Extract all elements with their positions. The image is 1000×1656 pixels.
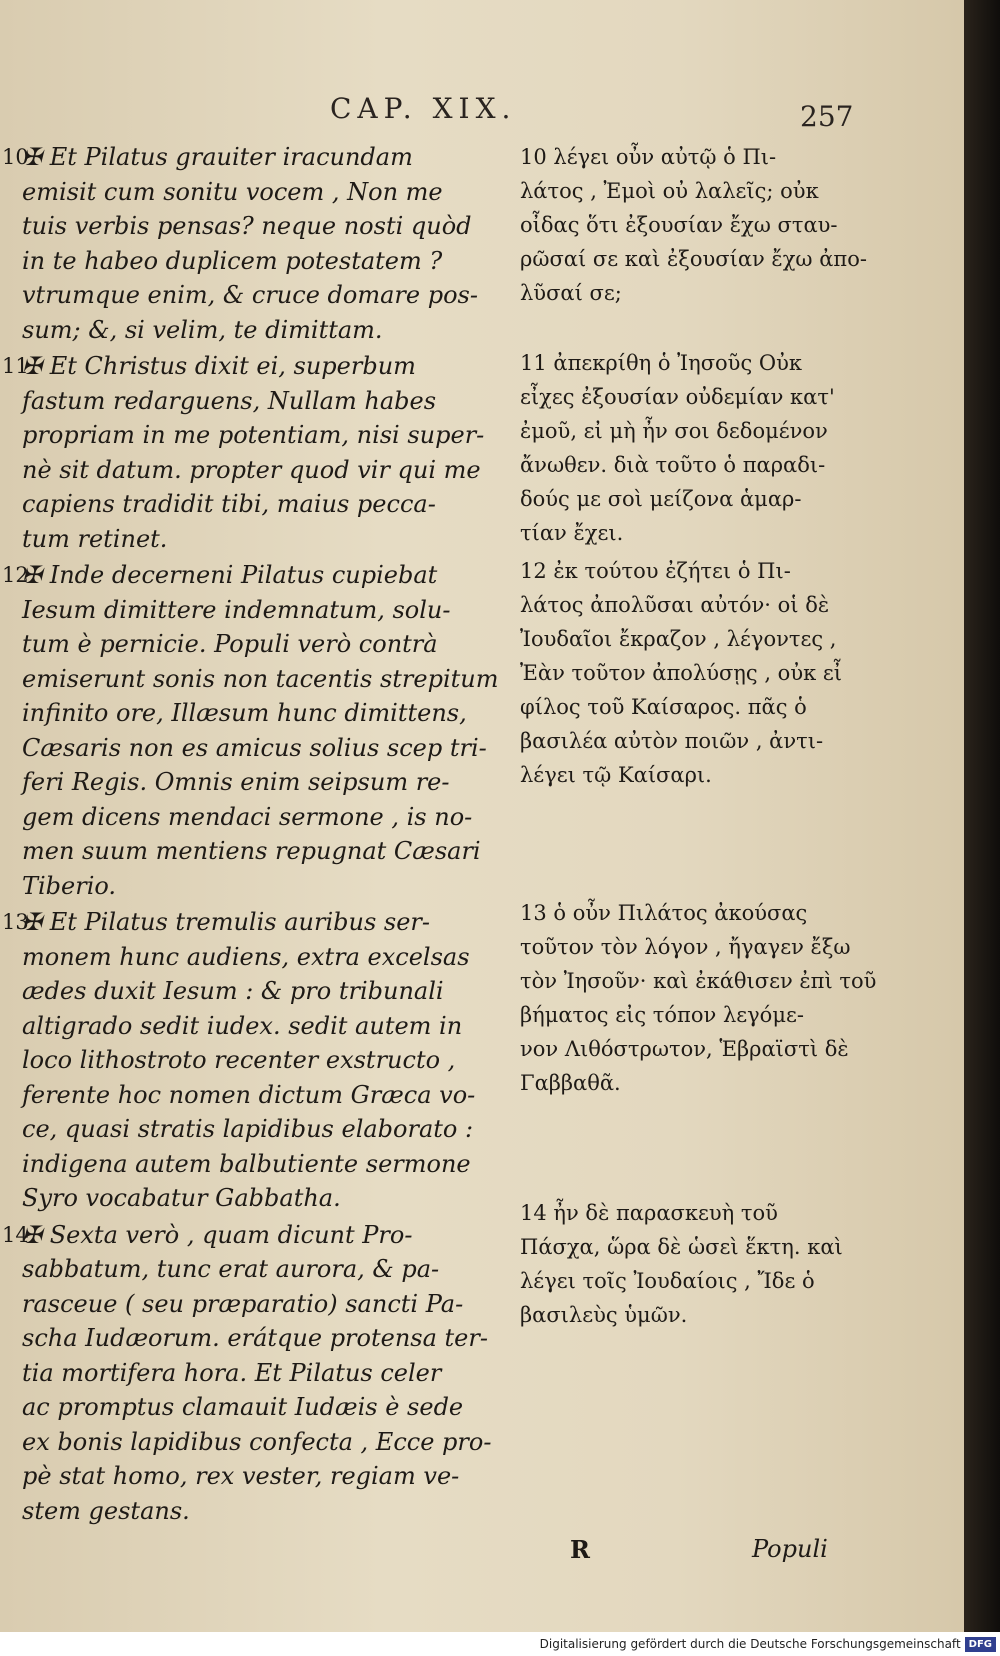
page-number: 257 <box>800 100 854 133</box>
text-line: loco lithostroto recenter exstructo , <box>22 1046 456 1074</box>
text-line: Γαββαθᾶ. <box>520 1071 621 1095</box>
text-line: ✠ Et Christus dixit ei, superbum <box>22 352 416 380</box>
text-line: Cæsaris non es amicus solius scep tri- <box>22 733 487 762</box>
running-head: CAP. XIX. <box>330 92 517 125</box>
text-line: Ἰουδαῖοι ἔκραζον , λέγοντες , <box>520 627 837 651</box>
digitization-credit-bar <box>0 1632 1000 1656</box>
text-line: νον Λιθόστρωτον, Ἑβραϊστὶ δὲ <box>520 1037 849 1061</box>
text-line: altigrado sedit iudex. sedit autem in <box>22 1011 463 1040</box>
text-line: tia mortifera hora. Et Pilatus celer <box>22 1358 442 1387</box>
text-line: ✠ Sexta verò , quam dicunt Pro- <box>22 1220 413 1249</box>
latin-verse-10 <box>0 140 490 347</box>
text-line: men suum mentiens repugnat Cæsari <box>22 837 481 865</box>
text-line: 12 ἐκ τούτου ἐζήτει ὁ Πι- <box>520 559 791 583</box>
text-line: scha Iudæorum. erátque protensa ter- <box>22 1324 488 1352</box>
text-line: Syro vocabatur Gabbatha. <box>22 1184 341 1212</box>
text-line: rasceue ( seu præparatio) sancti Pa- <box>22 1289 464 1318</box>
greek-verse-12 <box>520 554 860 792</box>
text-line: tuis verbis pensas? neque nosti quòd <box>22 212 472 240</box>
text-line: gem dicens mendaci sermone , is no- <box>22 802 473 831</box>
text-line: 13 ὁ οὖν Πιλάτος ἀκούσας <box>520 901 808 925</box>
verse-number: 12 <box>2 563 29 587</box>
text-line: sabbatum, tunc erat aurora, & pa- <box>22 1255 440 1283</box>
text-line: ✠ Et Pilatus tremulis auribus ser- <box>22 908 430 936</box>
text-line: tum retinet. <box>22 524 168 553</box>
text-line: Πάσχα, ὥρα δὲ ὡσεὶ ἕκτη. καὶ <box>520 1235 843 1259</box>
greek-verse-13 <box>520 896 877 1100</box>
text-line: Tiberio. <box>22 871 117 900</box>
text-line: infinito ore, Illæsum hunc dimittens, <box>22 699 467 727</box>
text-line: δούς με σοὶ μείζονα ἁμαρ- <box>520 487 802 511</box>
text-line: οἶδας ὅτι ἐξουσίαν ἔχω σταυ- <box>520 213 838 237</box>
text-line: sum; &, si velim, te dimittam. <box>22 315 383 344</box>
text-line: ex bonis lapidibus confecta , Ecce pro- <box>22 1427 492 1456</box>
signature-mark: R <box>570 1535 590 1564</box>
text-line: Ἐὰν τοῦτον ἀπολύσῃς , οὐκ εἶ <box>520 661 842 685</box>
text-line: in te habeo duplicem potestatem ? <box>22 246 443 275</box>
text-line: ἄνωθεν. διὰ τοῦτο ὁ παραδι- <box>520 453 826 477</box>
text-line: λέγει τοῖς Ἰουδαίοις , Ἴδε ὁ <box>520 1269 815 1293</box>
text-line: ρῶσαί σε καὶ ἐξουσίαν ἔχω ἀπο- <box>520 247 867 271</box>
text-line: ✠ Inde decerneni Pilatus cupiebat <box>22 561 438 589</box>
text-line: λάτος , Ἐμοὶ οὐ λαλεῖς; οὐκ <box>520 179 819 203</box>
text-line: ἐμοῦ, εἰ μὴ ἦν σοι δεδομένον <box>520 419 828 443</box>
text-line: εἶχες ἐξουσίαν οὐδεμίαν κατ' <box>520 385 835 409</box>
text-line: Iesum dimittere indemnatum, solu- <box>22 595 451 624</box>
text-line: 11 ἀπεκρίθη ὁ Ἰησοῦς Οὐκ <box>520 351 802 375</box>
text-line: pè stat homo, rex vester, regiam ve- <box>22 1462 460 1490</box>
latin-verse-14 <box>0 1218 490 1529</box>
text-line: τίαν ἔχει. <box>520 521 624 545</box>
text-line: feri Regis. Omnis enim seipsum re- <box>22 768 450 796</box>
text-line: vtrumque enim, & cruce domare pos- <box>22 281 478 309</box>
text-line: 10 λέγει οὖν αὐτῷ ὁ Πι- <box>520 145 777 169</box>
text-line: λῦσαί σε; <box>520 281 622 305</box>
credit-text: Digitalisierung gefördert durch die Deutsche Forschungsgemeinschaft <box>539 1637 961 1651</box>
text-line: propriam in me potentiam, nisi super- <box>22 421 485 449</box>
book-edge <box>964 0 1000 1632</box>
text-line: ædes duxit Iesum : & pro tribunali <box>22 977 444 1005</box>
greek-column <box>520 140 877 1332</box>
text-line: τὸν Ἰησοῦν· καὶ ἐκάθισεν ἐπὶ τοῦ <box>520 969 877 993</box>
text-line: βήματος εἰς τόπον λεγόμε- <box>520 1003 804 1027</box>
latin-verse-12 <box>0 558 499 903</box>
verse-number: 13 <box>2 910 29 934</box>
text-line: capiens tradidit tibi, maius pecca- <box>22 490 436 518</box>
text-line: monem hunc audiens, extra excelsas <box>22 942 470 971</box>
text-line: ac promptus clamauit Iudæis è sede <box>22 1393 464 1421</box>
latin-column <box>0 140 499 1528</box>
greek-verse-14 <box>520 1196 860 1332</box>
text-line: τοῦτον τὸν λόγον , ἤγαγεν ἔξω <box>520 935 851 959</box>
text-line: indigena autem balbutiente sermone <box>22 1149 471 1178</box>
text-line: φίλος τοῦ Καίσαρος. πᾶς ὁ <box>520 695 807 719</box>
text-line: βασιλεὺς ὑμῶν. <box>520 1303 688 1327</box>
text-line: ce, quasi stratis lapidibus elaborato : <box>22 1115 474 1143</box>
greek-verse-10 <box>520 140 867 310</box>
text-line: βασιλέα αὐτὸν ποιῶν , ἀντι- <box>520 729 824 753</box>
dfg-logo: DFG <box>965 1637 996 1652</box>
text-line: fastum redarguens, Nullam habes <box>22 386 437 415</box>
verse-number: 14 <box>2 1222 29 1247</box>
text-line: nè sit datum. propter quod vir qui me <box>22 455 481 484</box>
text-line: stem gestans. <box>22 1496 190 1525</box>
text-line: emiserunt sonis non tacentis strepitum <box>22 664 499 693</box>
latin-verse-11 <box>0 349 490 556</box>
greek-verse-11 <box>520 346 860 550</box>
verse-number: 10 <box>2 145 29 169</box>
text-line: ferente hoc nomen dictum Græca vo- <box>22 1080 476 1109</box>
text-line: emisit cum sonitu vocem , Non me <box>22 177 443 206</box>
latin-verse-13 <box>0 905 490 1216</box>
text-line: ✠ Et Pilatus grauiter iracundam <box>22 143 413 171</box>
catchword: Populi <box>752 1535 828 1563</box>
text-line: tum è pernicie. Populi verò contrà <box>22 630 438 658</box>
text-line: λάτος ἀπολῦσαι αὐτόν· οἱ δὲ <box>520 593 830 617</box>
text-line: λέγει τῷ Καίσαρι. <box>520 763 712 787</box>
text-line: 14 ἦν δὲ παρασκευὴ τοῦ <box>520 1201 778 1225</box>
verse-number: 11 <box>2 354 29 378</box>
